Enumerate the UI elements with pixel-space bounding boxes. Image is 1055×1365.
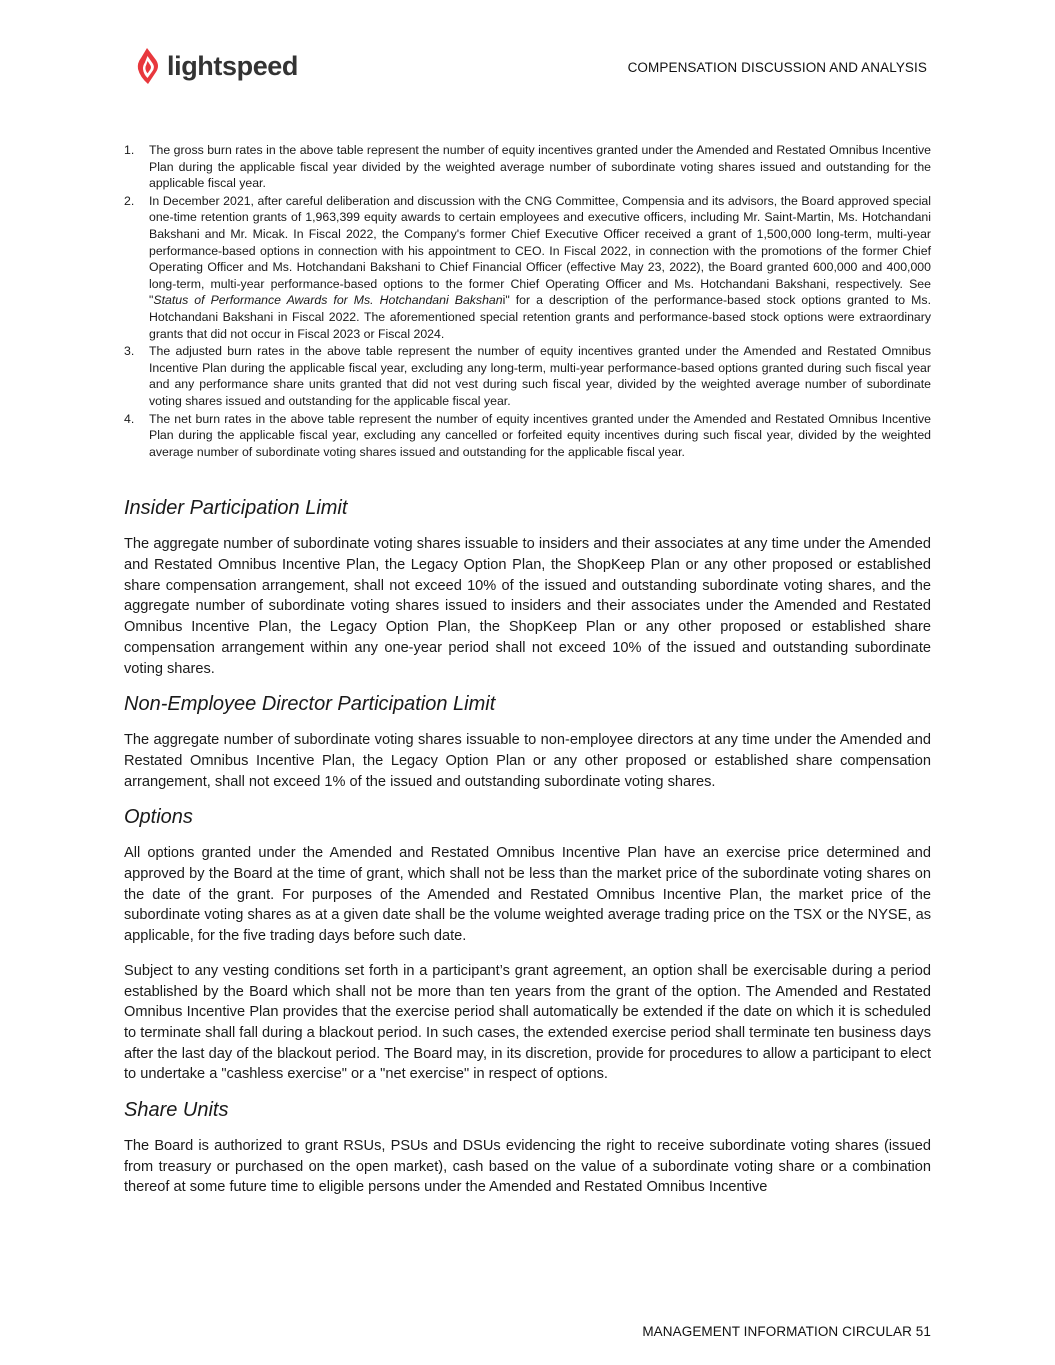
logo-wordmark: lightspeed (167, 50, 299, 81)
footnote-item (124, 343, 931, 409)
footnote-cross-reference: Status of Performance Awards for Ms. Hotchandani Bakshan (153, 293, 503, 308)
section-heading: Non-Employee Director Participation Limit (124, 693, 496, 716)
footnote-item (124, 142, 931, 192)
flame-icon (135, 47, 161, 85)
footnote-number: 4. (124, 411, 135, 426)
footnote-text-continued: i" for a description of the performance-based stock options granted to Ms. Hotchandani Bakshani in Fiscal 2022. The aforementioned special retention grants and performance-based stock options were extraordinary grants that did not occur in Fiscal 2023 or Fiscal 2024. (149, 293, 931, 341)
footnote-item (124, 193, 931, 342)
footnote-item (124, 411, 931, 461)
main-content (124, 142, 931, 1212)
options-section (124, 806, 931, 1085)
body-paragraph: All options granted under the Amended and Restated Omnibus Incentive Plan have an exercise price determined and approved by the Board at the time of grant, which shall not be less than the market price of the subordinate voting shares on the date of the grant. For purposes of the Amended and Restated Omnibus Incentive Plan, the market price of the subordinate voting shares as at a given date shall be the volume weighted average trading price on the TSX or the NYSE, as applicable, for the five trading days before such date. (124, 845, 931, 945)
company-logo (135, 46, 298, 86)
section-header-title: COMPENSATION DISCUSSION AND ANALYSIS (627, 60, 927, 75)
body-paragraph: The Board is authorized to grant RSUs, PSUs and DSUs evidencing the right to receive subordinate voting shares (issued from treasury or purchased on the open market), cash based on the value of a subordinate voting share or a combination thereof at some future time to eligible persons under the Amended and Restated Omnibus Incentive (124, 1138, 931, 1196)
page-footer: MANAGEMENT INFORMATION CIRCULAR 51 (642, 1324, 931, 1339)
section-heading: Options (124, 806, 193, 829)
footnote-text: The adjusted burn rates in the above table represent the number of equity incentives granted under the Amended and Restated Omnibus Incentive Plan during the applicable fiscal year, excluding any long-term, multi-year performance-based options granted during such fiscal year and any performance share units granted that did not vest during such fiscal year, divided by the weighted average number of subordinate voting shares issued and outstanding for the applicable fiscal year. (149, 344, 931, 408)
footnote-number: 1. (124, 143, 135, 157)
footnote-number: 3. (124, 344, 135, 359)
section-heading: Share Units (124, 1099, 229, 1122)
body-paragraph: The aggregate number of subordinate voting shares issuable to non-employee directors at any time under the Amended and Restated Omnibus Incentive Plan, the Legacy Option Plan or any other proposed or established share compensation arrangement, shall not exceed 1% of the issued and outstanding subordinate voting shares. (124, 732, 931, 790)
body-paragraph: The aggregate number of subordinate voting shares issuable to insiders and their associates at any time under the Amended and Restated Omnibus Incentive Plan, the Legacy Option Plan, the ShopKeep Plan or any other proposed or established share compensation arrangement, shall not exceed 10% of the issued and outstanding subordinate voting shares, and the aggregate number of subordinate voting shares issued to insiders and their associates under the Amended and Restated Omnibus Incentive Plan, the Legacy Option Plan, the ShopKeep Plan or any other proposed or established share compensation arrangement within any one-year period shall not exceed 10% of the issued and outstanding subordinate voting shares. (124, 536, 931, 677)
section-heading: Insider Participation Limit (124, 497, 348, 520)
non-employee-director-section (124, 693, 931, 792)
footnote-text: In December 2021, after careful deliberation and discussion with the CNG Committee, Compensia and its advisors, the Board approved special one-time retention grants of 1,963,399 equity awards to certain employees and executive officers, including Mr. Saint-Martin, Ms. Hotchandani Bakshani and Mr. Micak. In Fiscal 2022, the Company's former Chief Executive Officer received a grant of 1,500,000 long-term, multi-year performance-based options in connection with his appointment to CEO. In Fiscal 2022, in connection with the promotions of the former Chief Operating Officer and Ms. Hotchandani Bakshani to Chief Financial Officer (effective May 23, 2022), the Board granted 600,000 and 400,000 long-term, multi-year performance-based options to the former Chief Operating Officer and Ms. Hotchandani Bakshani, respectively. See " (149, 193, 931, 308)
footnotes-list (124, 142, 931, 460)
footnote-text: The gross burn rates in the above table represent the number of equity incentives granted under the Amended and Restated Omnibus Incentive Plan during the applicable fiscal year divided by the weighted average number of subordinate voting shares issued and outstanding for the applicable fiscal year. (149, 143, 931, 191)
body-paragraph: Subject to any vesting conditions set forth in a participant’s grant agreement, an option shall be exercisable during a period established by the Board which shall not be more than ten years from the grant of the option. The Amended and Restated Omnibus Incentive Plan provides that the exercise period shall automatically be extended if the date on which it is scheduled to terminate shall fall during a blackout period. In such cases, the extended exercise period shall terminate ten business days after the last day of the blackout period. The Board may, in its discretion, provide for procedures to allow a participant to elect to undertake a "cashless exercise" or a "net exercise" in respect of options. (124, 962, 931, 1083)
footnote-text: The net burn rates in the above table represent the number of equity incentives granted under the Amended and Restated Omnibus Incentive Plan during the applicable fiscal year, excluding any cancelled or forfeited equity incentives during such fiscal year, divided by the weighted average number of subordinate voting shares issued and outstanding for the applicable fiscal year. (149, 411, 931, 459)
insider-participation-section (124, 497, 931, 679)
share-units-section (124, 1099, 931, 1198)
footnote-number: 2. (124, 193, 135, 208)
